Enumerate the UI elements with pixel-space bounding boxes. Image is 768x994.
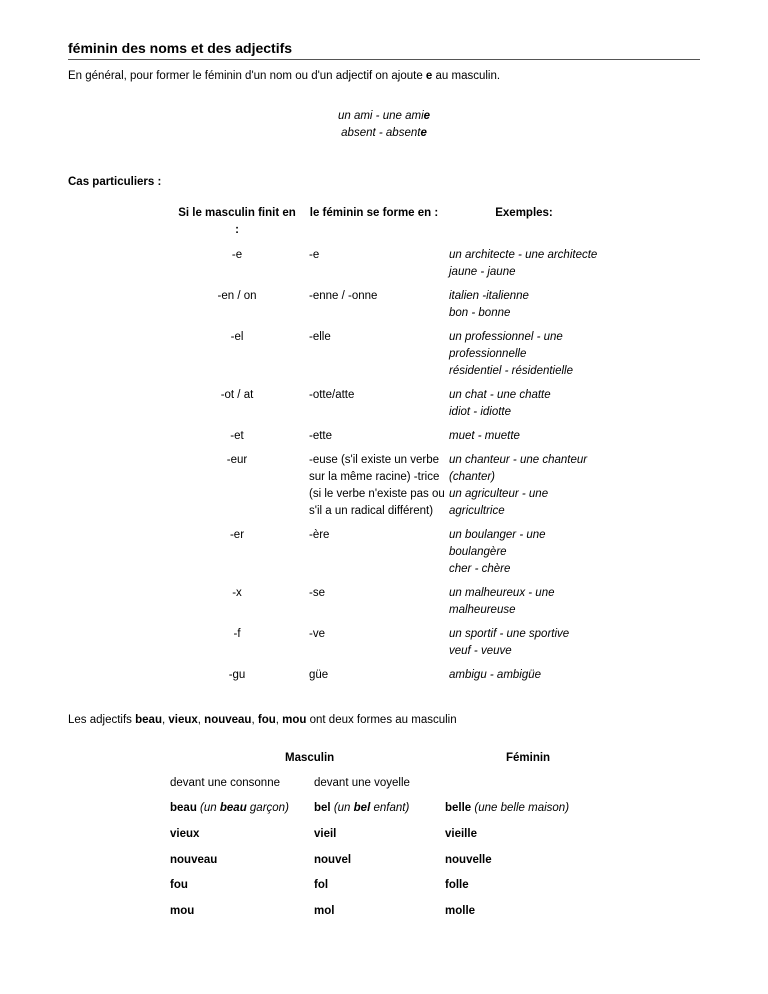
intro-bold-e: e	[425, 70, 433, 82]
header-feminin-adj: Féminin	[506, 752, 551, 764]
example-line	[0, 127, 768, 139]
rules-row	[175, 329, 599, 387]
example-item: bon - bonne	[449, 307, 511, 319]
example-item: idiot - idiotte	[449, 406, 512, 418]
feminin-ending: -otte/atte	[309, 389, 355, 401]
feminin-ending: -se	[309, 587, 325, 599]
example-item: un malheureux - une malheureuse	[449, 587, 555, 616]
adj-consonne: mou	[170, 904, 195, 917]
adj-intro-prefix: Les adjectifs	[68, 714, 136, 726]
examples-cell	[449, 288, 599, 329]
masculin-ending: -en / on	[217, 290, 257, 302]
example-item: veuf - veuve	[449, 645, 512, 657]
rules-row	[175, 247, 599, 288]
adj-intro-word: nouveau	[204, 714, 252, 726]
rules-row	[175, 527, 599, 585]
example-suffix: e	[423, 110, 431, 122]
adj-intro-word: fou	[257, 714, 276, 726]
adj-intro-word: vieux	[168, 714, 198, 726]
adj-consonne: fou	[170, 879, 188, 891]
rules-row	[175, 387, 599, 428]
adj-intro-word: beau	[135, 714, 162, 726]
example-line	[0, 110, 768, 122]
examples-cell	[449, 387, 599, 428]
example-text: un ami - une ami	[337, 110, 424, 122]
header-masculin: Si le masculin finit en :	[178, 207, 296, 236]
adj-voyelle: mol	[314, 904, 335, 917]
adj-feminin: belle (une belle maison)	[445, 802, 570, 814]
feminin-ending: -ère	[309, 529, 330, 541]
example-item: un sportif - une sportive	[449, 628, 570, 640]
examples-cell	[449, 585, 599, 626]
adjective-row	[0, 905, 768, 923]
feminin-ending: -e	[309, 249, 320, 261]
example-text: absent - absent	[341, 127, 421, 139]
masculin-ending: -el	[230, 331, 244, 343]
rules-row	[175, 288, 599, 329]
feminin-ending: -ve	[309, 628, 325, 640]
adj-feminin: molle	[445, 904, 476, 917]
adj-consonne: beau (un beau garçon)	[170, 802, 289, 814]
adj-voyelle: bel (un bel enfant)	[314, 802, 410, 814]
rules-row	[175, 667, 599, 691]
example-item: un chanteur - une chanteur (chanter)	[449, 454, 588, 483]
feminin-ending: -ette	[309, 430, 333, 442]
adj-intro-word: mou	[282, 714, 307, 726]
examples-cell	[449, 527, 599, 585]
adj-consonne: nouveau	[170, 853, 218, 866]
example-item: un boulanger - une boulangère	[449, 529, 546, 558]
example-item: italien -italienne	[449, 290, 529, 302]
adjective-row	[0, 854, 768, 872]
example-item: résidentiel - résidentielle	[449, 365, 574, 377]
page-title: féminin des noms et des adjectifs	[68, 40, 700, 60]
feminin-ending: -elle	[309, 331, 331, 343]
feminin-ending: -euse (s'il existe un verbe sur la même racine) -trice (si le verbe n'existe pas ou s'il a un radical différent)	[309, 454, 445, 517]
masculin-ending: -gu	[228, 669, 246, 681]
subheader-consonne: devant une consonne	[170, 777, 280, 789]
example-item: un agriculteur - une agricultrice	[449, 488, 549, 517]
header-exemples: Exemples:	[495, 207, 553, 219]
masculin-ending: -e	[231, 249, 243, 261]
feminin-ending: -enne / -onne	[309, 290, 378, 302]
examples-cell	[449, 329, 599, 387]
examples-cell	[449, 667, 599, 691]
adjectives-intro: Les adjectifs beau, vieux, nouveau, fou, mou ont deux formes au masculin	[68, 714, 457, 726]
intro-text-after: au masculin.	[432, 70, 501, 82]
masculin-ending: -er	[229, 529, 245, 541]
adjective-row	[0, 879, 768, 897]
masculin-ending: -et	[230, 430, 244, 442]
rules-row	[175, 626, 599, 667]
examples-cell	[449, 247, 599, 288]
example-item: cher - chère	[449, 563, 511, 575]
example-item: jaune - jaune	[449, 266, 516, 278]
masculin-ending: -f	[233, 628, 241, 640]
feminin-ending: güe	[309, 669, 329, 681]
examples-cell	[449, 428, 599, 452]
adj-feminin: folle	[445, 879, 469, 891]
masculin-ending: -ot / at	[220, 389, 254, 401]
example-item: muet - muette	[449, 430, 520, 442]
adj-voyelle: fol	[314, 879, 329, 891]
example-item: un architecte - une architecte	[449, 249, 598, 261]
section-heading-cas-particuliers: Cas particuliers :	[68, 176, 162, 188]
example-item: un professionnel - une professionnelle	[449, 331, 563, 360]
adjective-row	[0, 828, 768, 846]
adj-intro-suffix: ont deux formes au masculin	[306, 714, 457, 726]
intro-paragraph	[68, 70, 500, 82]
examples-cell	[449, 452, 599, 527]
header-masculin-adj: Masculin	[285, 752, 335, 764]
masculin-ending: -x	[232, 587, 242, 599]
examples-cell	[449, 626, 599, 667]
rules-row	[175, 452, 599, 527]
example-suffix: e	[420, 127, 427, 139]
masculin-ending: -eur	[226, 454, 248, 466]
adj-feminin: nouvelle	[445, 853, 492, 866]
header-feminin: le féminin se forme en :	[309, 207, 439, 219]
example-item: un chat - une chatte	[449, 389, 551, 401]
rules-row	[175, 428, 599, 452]
rules-table-header-row	[175, 205, 599, 247]
intro-text-before: En général, pour former le féminin d'un nom ou d'un adjectif on ajoute	[68, 70, 426, 82]
subheader-voyelle: devant une voyelle	[314, 777, 410, 789]
adj-consonne: vieux	[170, 828, 200, 840]
adj-feminin: vieille	[445, 828, 477, 840]
rules-row	[175, 585, 599, 626]
adj-voyelle: vieil	[314, 828, 337, 840]
rules-table	[175, 205, 599, 691]
example-item: ambigu - ambigüe	[449, 669, 542, 681]
adjective-row	[0, 802, 768, 820]
adj-voyelle: nouvel	[314, 853, 352, 866]
